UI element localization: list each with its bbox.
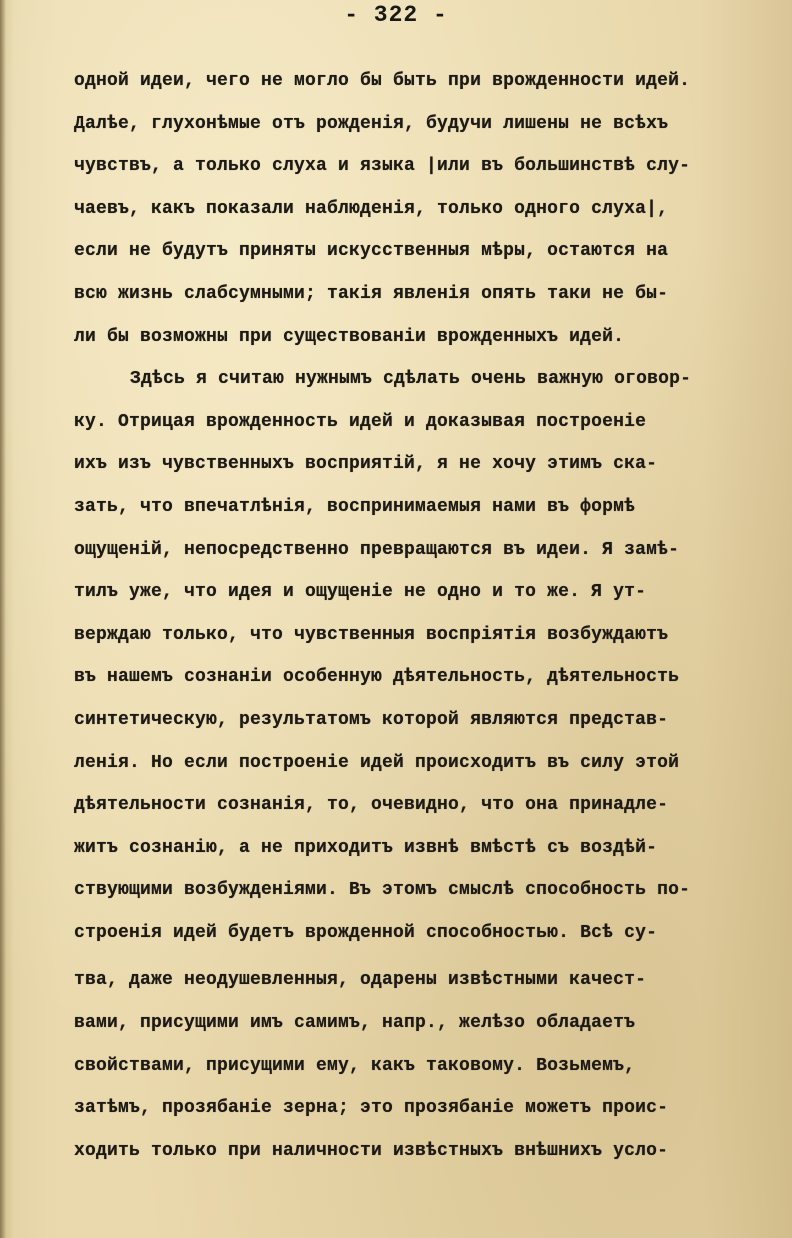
text-line: ли бы возможны при существованіи врожденныхъ идей. [74, 326, 625, 347]
text-line: дѣятельности сознанія, то, очевидно, что она принадле- [74, 795, 669, 816]
text-line: зать, что впечатлѣнія, воспринимаемыя нами въ формѣ [74, 496, 636, 517]
text-line: свойствами, присущими ему, какъ таковому. Возьмемъ, [74, 1055, 636, 1076]
body-text [74, 60, 774, 1172]
text-line: одной идеи, чего не могло бы быть при врожденности идей. [74, 71, 691, 91]
text-line: тва, даже неодушевленныя, одарены извѣстными качест- [74, 970, 647, 991]
text-line: житъ сознанію, а не приходитъ извнѣ вмѣстѣ съ воздѣй- [74, 837, 658, 858]
text-line: если не будутъ приняты искусственныя мѣры, остаются на [74, 241, 669, 262]
text-line: вами, присущими имъ самимъ, напр., желѣзо обладаетъ [74, 1013, 636, 1034]
paragraph-start-line: Здѣсь я считаю нужнымъ сдѣлать очень важную оговор- [130, 369, 692, 390]
text-line: ходить только при наличности извѣстныхъ внѣшнихъ усло- [74, 1140, 669, 1161]
page-left-edge-shadow [0, 0, 6, 1238]
text-line: чаевъ, какъ показали наблюденія, только одного слуха|, [74, 198, 669, 219]
text-line: ощущеній, непосредственно превращаются въ идеи. Я замѣ- [74, 539, 680, 560]
text-line: затѣмъ, прозябаніе зерна; это прозябаніе можетъ проис- [74, 1098, 669, 1119]
text-line: ствующими возбужденіями. Въ этомъ смыслѣ способность по- [74, 880, 691, 901]
text-line: ихъ изъ чувственныхъ восприятій, я не хочу этимъ ска- [74, 454, 658, 475]
text-line: верждаю только, что чувственныя воспріятія возбуждаютъ [74, 624, 669, 645]
text-line: тилъ уже, что идея и ощущеніе не одно и то же. Я ут- [74, 582, 647, 603]
page-number: - 322 - [344, 2, 448, 28]
text-line: всю жизнь слабсумными; такія явленія опять таки не бы- [74, 283, 669, 304]
text-line: въ нашемъ сознаніи особенную дѣятельность, дѣятельность [74, 667, 680, 688]
text-line: ленія. Но если построеніе идей происходитъ въ силу этой [74, 752, 680, 773]
text-line: синтетическую, результатомъ которой являются представ- [74, 709, 669, 730]
text-line: Далѣе, глухонѣмые отъ рожденія, будучи лишены не всѣхъ [74, 113, 669, 134]
text-line: чувствъ, а только слуха и языка |или въ большинствѣ слу- [74, 156, 691, 177]
text-line: ку. Отрицая врожденность идей и доказывая построеніе [74, 411, 647, 432]
text-line: строенія идей будетъ врожденной способностью. Всѣ су- [74, 922, 658, 943]
